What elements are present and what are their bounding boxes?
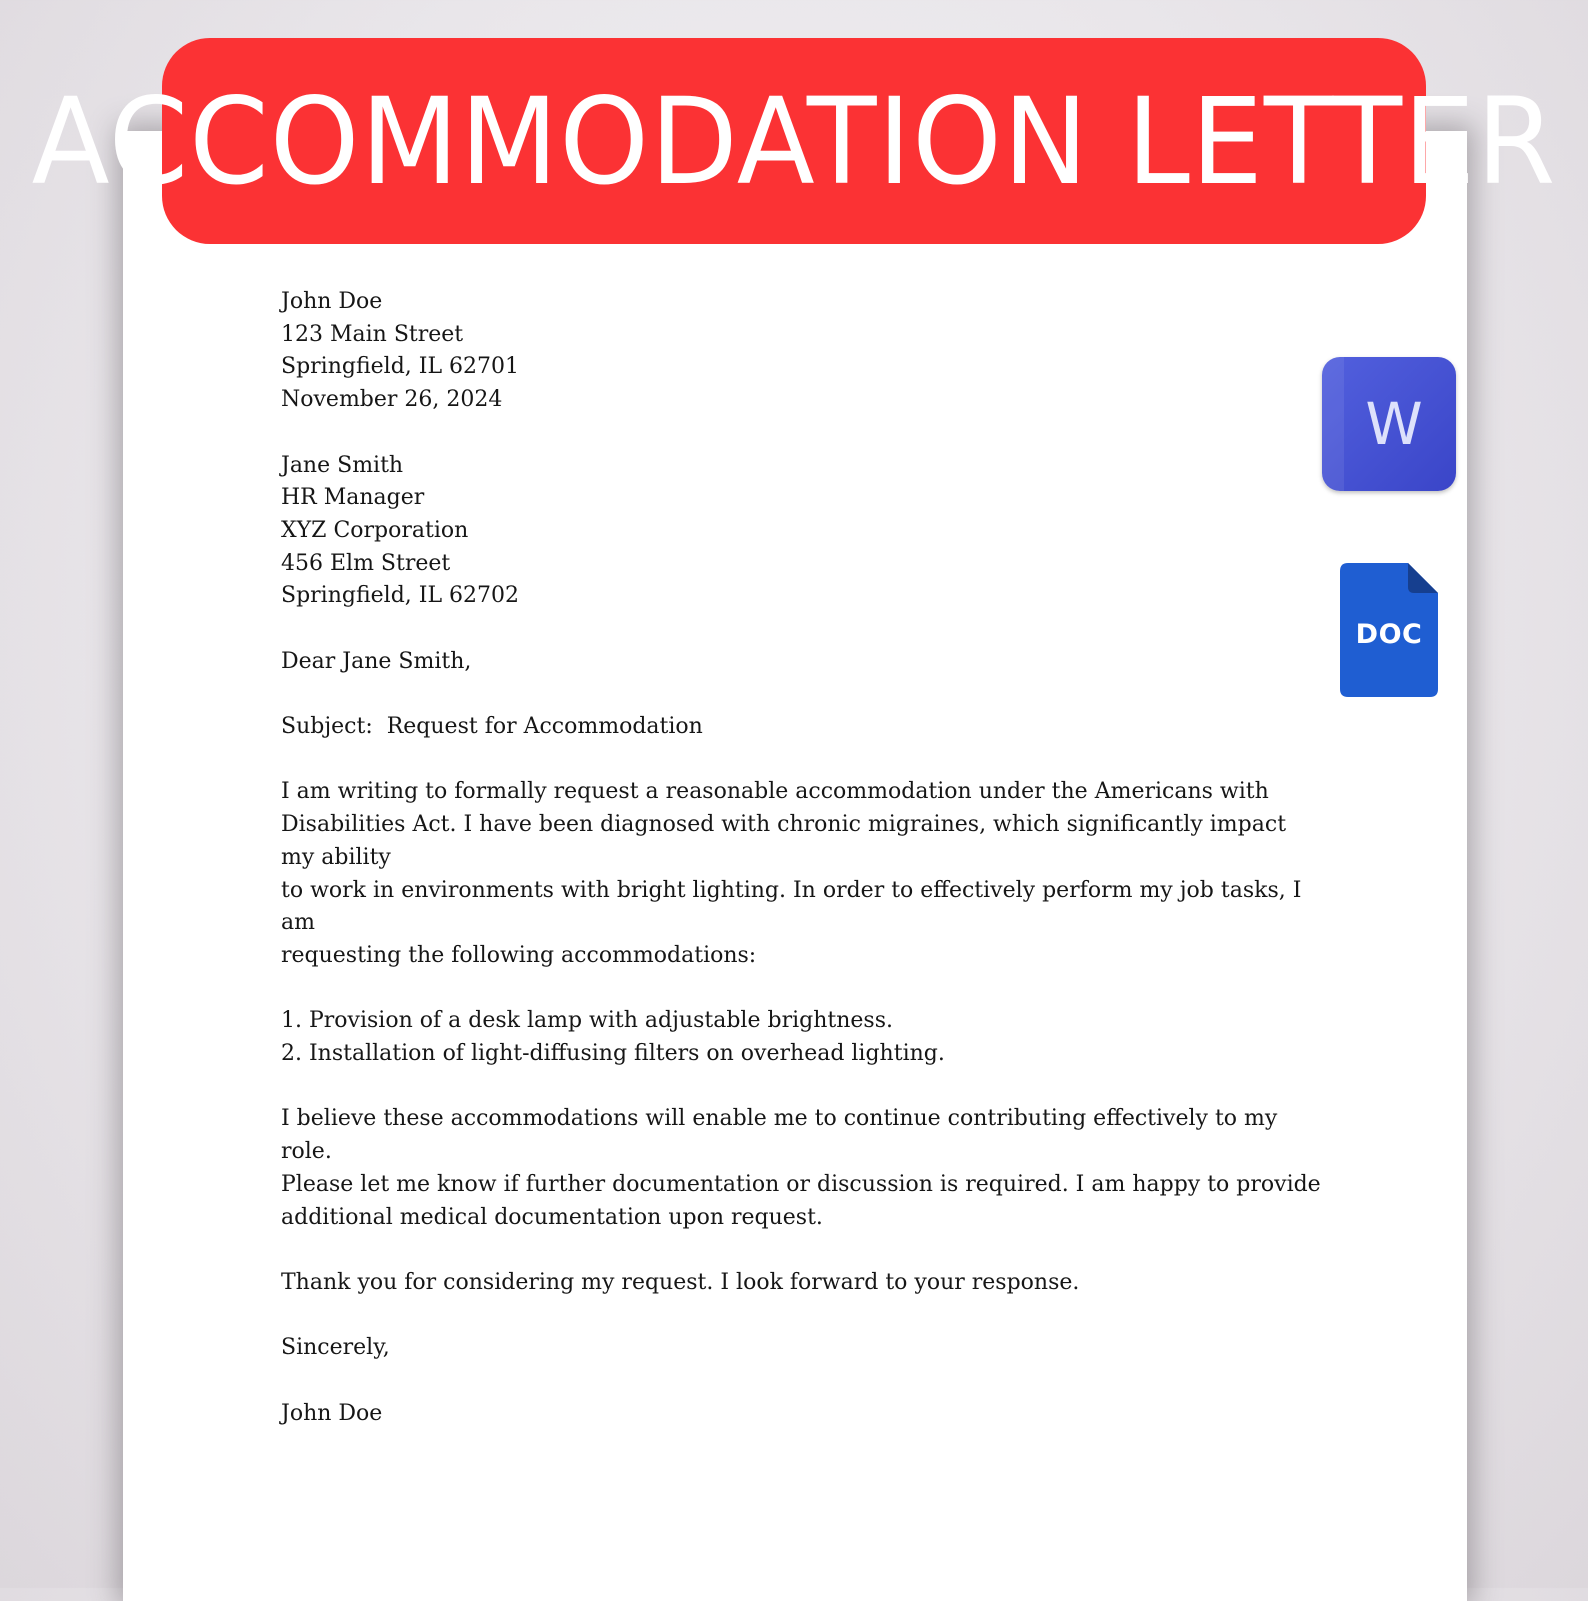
word-icon[interactable] (1322, 357, 1456, 491)
word-icon-letter: W (1365, 390, 1423, 458)
body-line: to work in environments with bright lighting. In order to effectively perform my job tasks, I am (281, 877, 1302, 936)
list-item: 1. Provision of a desk lamp with adjustable brightness. (281, 1008, 893, 1034)
body-line: I am writing to formally request a reasonable accommodation under the Americans with (281, 779, 1269, 805)
list-item: 2. Installation of light-diffusing filters on overhead lighting. (281, 1041, 945, 1067)
recipient-name: Jane Smith (281, 452, 404, 478)
doc-file-label: DOC (1355, 619, 1423, 650)
letter-body (281, 286, 1321, 1430)
sender-city: Springfield, IL 62701 (281, 354, 520, 380)
signoff: Sincerely, (281, 1335, 390, 1361)
closing-line: additional medical documentation upon request. (281, 1204, 823, 1230)
body-line: Disabilities Act. I have been diagnosed with chronic migraines, which significantly impact my ability (281, 812, 1287, 870)
title-banner (31, 38, 1557, 244)
recipient-street: 456 Elm Street (281, 550, 451, 576)
signature-name: John Doe (281, 1400, 383, 1426)
closing-line: I believe these accommodations will enable me to continue contributing effectively to my role. (281, 1106, 1278, 1165)
salutation: Dear Jane Smith, (281, 648, 472, 674)
body-line: requesting the following accommodations: (281, 943, 757, 968)
recipient-city: Springfield, IL 62702 (281, 583, 520, 609)
sender-name: John Doe (281, 289, 383, 314)
closing-line: Please let me know if further documentation or discussion is required. I am happy to provide (281, 1171, 1321, 1197)
recipient-company: XYZ Corporation (281, 517, 469, 543)
subject-line: Subject: Request for Accommodation (281, 714, 703, 740)
sender-street: 123 Main Street (281, 321, 464, 347)
doc-file-icon[interactable] (1340, 563, 1438, 697)
recipient-title: HR Manager (281, 485, 425, 511)
thanks-line: Thank you for considering my request. I look forward to your response. (281, 1269, 1080, 1295)
page-title: ACCOMMODATION LETTER (31, 71, 1557, 211)
letter-date: November 26, 2024 (281, 387, 503, 413)
